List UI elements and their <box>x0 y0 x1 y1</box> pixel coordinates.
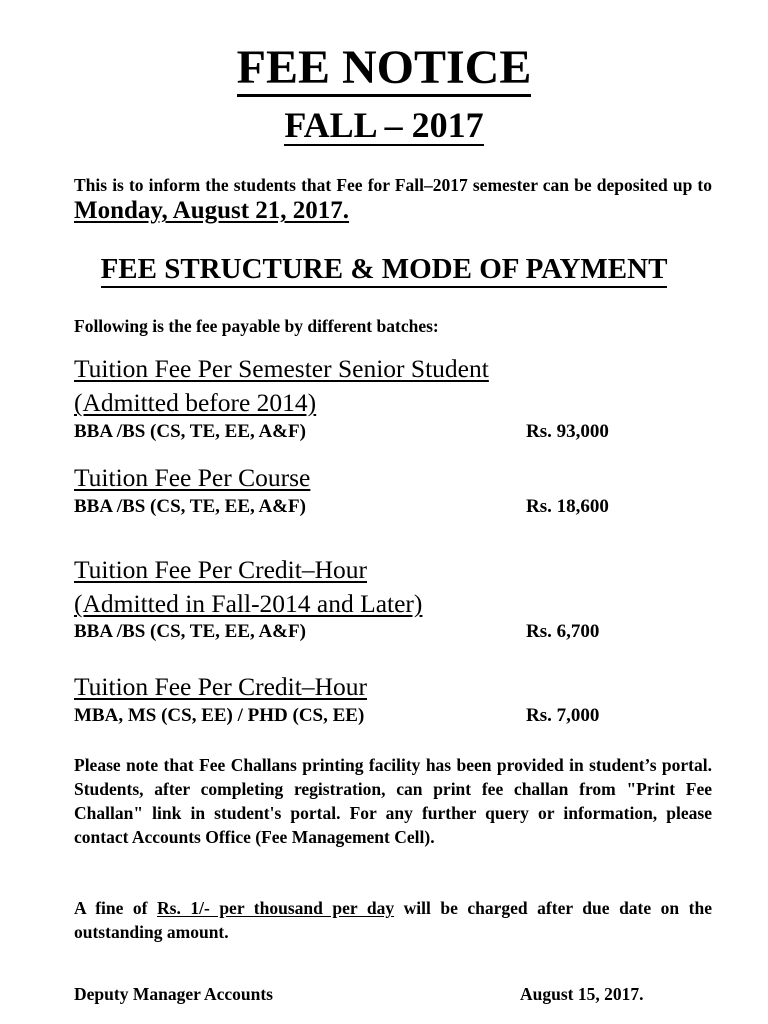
challan-note: Please note that Fee Challans printing facility has been provided in student’s portal. Students, after completing registration, can print fee challan from "Print Fee Challan" link in student's portal. For any further query or information, please contact Accounts Office (Fee Management Cell). <box>74 755 712 847</box>
section-heading-per-course: Tuition Fee Per Course <box>74 463 311 492</box>
signatory: Deputy Manager Accounts <box>74 984 273 1004</box>
notice-subtitle: FALL – 2017 <box>284 105 484 145</box>
section-heading-senior: Tuition Fee Per Semester Senior Student <box>74 354 489 383</box>
fine-rate: Rs. 1/- per thousand per day <box>157 898 395 918</box>
fee-row-amount: Rs. 93,000 <box>526 421 609 442</box>
fee-row-amount: Rs. 6,700 <box>526 621 600 642</box>
notice-title: FEE NOTICE <box>0 40 768 97</box>
fee-row-amount: Rs. 7,000 <box>526 705 600 726</box>
section-subheading-credit-hour: (Admitted in Fall-2014 and Later) <box>74 589 423 618</box>
fee-row-program: BBA /BS (CS, TE, EE, A&F) <box>74 621 306 642</box>
fee-row-program: BBA /BS (CS, TE, EE, A&F) <box>74 496 306 517</box>
intro-text: This is to inform the students that Fee for Fall–2017 semester can be deposited up to <box>74 175 712 195</box>
intro-paragraph <box>74 172 712 225</box>
deadline-date: Monday, August 21, 2017. <box>74 197 350 224</box>
lead-text: Following is the fee payable by different batches: <box>74 316 439 336</box>
fine-note <box>74 896 712 944</box>
section-subheading-senior: (Admitted before 2014) <box>74 388 317 417</box>
fine-text-before: A fine of <box>74 898 158 918</box>
section-heading-credit-hour: Tuition Fee Per Credit–Hour <box>74 555 368 584</box>
fine-text-after: will be charged after due date on the outstanding amount. <box>74 898 712 942</box>
notice-date: August 15, 2017. <box>520 984 644 1004</box>
section-heading-graduate: Tuition Fee Per Credit–Hour <box>74 672 368 701</box>
fee-row-program: BBA /BS (CS, TE, EE, A&F) <box>74 421 306 442</box>
fee-row-program: MBA, MS (CS, EE) / PHD (CS, EE) <box>74 705 365 726</box>
fee-row-amount: Rs. 18,600 <box>526 496 609 517</box>
fee-structure-heading: FEE STRUCTURE & MODE OF PAYMENT <box>0 252 768 288</box>
